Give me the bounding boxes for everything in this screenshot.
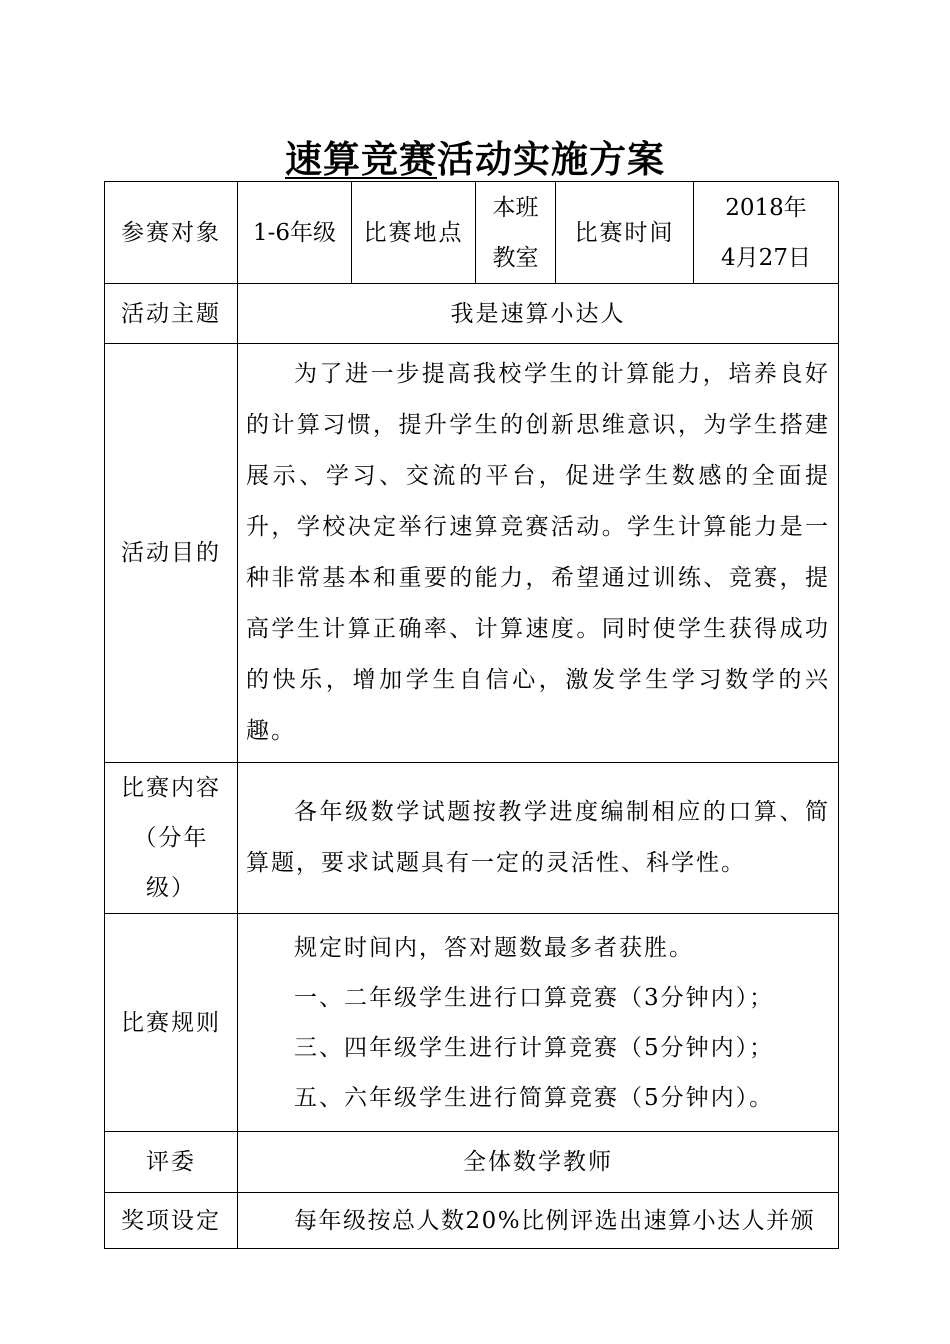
theme-label: 活动主题 (105, 284, 238, 344)
time-label: 比赛时间 (556, 182, 694, 284)
purpose-label: 活动目的 (105, 344, 238, 763)
time-value-line1: 2018年 (725, 194, 807, 221)
content-label (105, 763, 238, 914)
awards-text: 每年级按总人数20%比例评选出速算小达人并颁 (238, 1193, 839, 1249)
content-label-line2: （分年 (133, 825, 209, 851)
location-value-line1: 本班 (492, 194, 539, 221)
page-title (0, 136, 950, 182)
content-label-line1: 比赛内容 (121, 775, 221, 801)
row-rules (105, 914, 839, 1132)
plan-table (104, 181, 839, 1249)
theme-value: 我是速算小达人 (238, 284, 839, 344)
row-content (105, 763, 839, 914)
title-part1: 速算竞赛 (285, 137, 437, 181)
location-value-line2: 教室 (492, 244, 539, 271)
title-part2: 活动实施方案 (437, 137, 665, 181)
purpose-text: 为了进一步提高我校学生的计算能力，培养良好的计算习惯，提升学生的创新思维意识，为学生搭建展示、学习、交流的平台，促进学生数感的全面提升，学校决定举行速算竞赛活动。学生计算能力是一种非常基本和重要的能力，希望通过训练、竞赛，提高学生计算正确率、计算速度。同时使学生获得成功的快乐，增加学生自信心，激发学生学习数学的兴趣。 (238, 344, 839, 763)
rules-line: 一、二年级学生进行口算竞赛（3分钟内）； (294, 984, 775, 1011)
row-theme (105, 284, 839, 344)
participants-label: 参赛对象 (105, 182, 238, 284)
row-awards (105, 1193, 839, 1249)
row-judges (105, 1132, 839, 1193)
location-value (476, 182, 556, 284)
content-text: 各年级数学试题按教学进度编制相应的口算、简算题，要求试题具有一定的灵活性、科学性。 (238, 763, 839, 914)
judges-label: 评委 (105, 1132, 238, 1193)
time-value-line2: 4月27日 (721, 244, 811, 271)
rules-line: 规定时间内，答对题数最多者获胜。 (294, 934, 694, 961)
judges-value: 全体数学教师 (238, 1132, 839, 1193)
time-value (694, 182, 839, 284)
rules-text (238, 914, 839, 1132)
row-purpose (105, 344, 839, 763)
participants-value: 1-6年级 (238, 182, 352, 284)
awards-label: 奖项设定 (105, 1193, 238, 1249)
rules-line: 三、四年级学生进行计算竞赛（5分钟内）； (294, 1034, 775, 1061)
rules-line: 五、六年级学生进行简算竞赛（5分钟内）。 (294, 1084, 775, 1111)
rules-label: 比赛规则 (105, 914, 238, 1132)
content-label-line3: 级） (146, 875, 196, 901)
row-basic-info (105, 182, 839, 284)
location-label: 比赛地点 (352, 182, 476, 284)
